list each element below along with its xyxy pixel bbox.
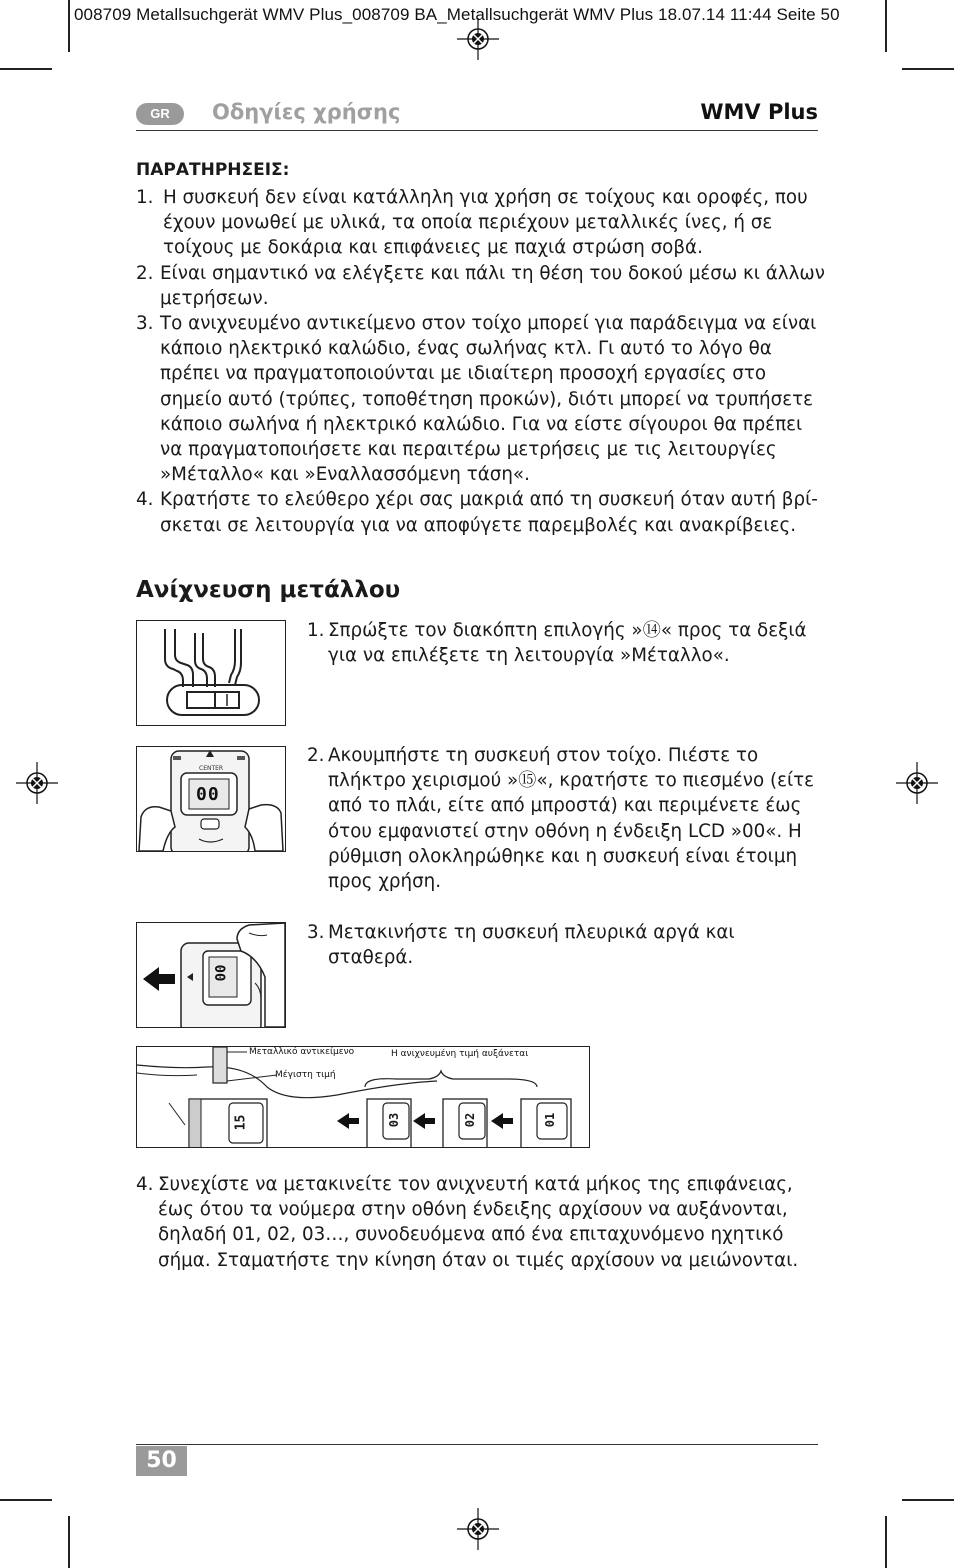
crop-mark — [0, 1499, 52, 1501]
notes-heading: ΠΑΡΑΤΗΡΗΣΕΙΣ: — [136, 160, 290, 180]
device-moving-illustration — [137, 923, 285, 1027]
list-item — [136, 311, 826, 487]
list-text: Το ανιχνευμένο αντικείμενο στον τοίχο μπορεί για παράδειγμα να είναι κάποιο ηλεκτρικό καλώδιο, ένας σωλήνας κτλ. Γι αυτό το λόγο θα πρέπει να πραγματοποιούνται με ιδιαίτερη προσοχή εργασίες στο σημείο αυτό (τρύπες, τοποθέτηση προκών), διότι μπορεί να τρυπήσετε κάποιο σωλήνα ή ηλεκτρικό καλώδιο. Για να είστε σίγουροι θα πρέπει να πραγματοποιήσετε και περαιτέρω μετρήσεις με τις λειτουργίες »Μέταλλο« και »Εναλλασσόμενη τάση«. — [160, 313, 817, 486]
step-text: Μετακινήστε τη συσκευή πλευρικά αργά και σταθερά. — [328, 922, 735, 969]
lcd-readout: 15 — [233, 1114, 249, 1131]
label-increasing: Η ανιχνευμένη τιμή αυξάνεται — [391, 1049, 529, 1059]
model-name: WMV Plus — [700, 100, 818, 124]
lcd-readout: 01 — [543, 1112, 558, 1128]
registration-mark-icon — [16, 762, 58, 804]
list-item — [136, 185, 826, 261]
lcd-readout: 03 — [387, 1112, 402, 1128]
step-item — [136, 1172, 816, 1273]
page-header — [136, 100, 818, 131]
step-text: Ακουμπήστε τη συσκευή στον τοίχο. Πιέστε το πλήκτρο χειρισμού »⑮«, κρατήστε το πιεσμένο (είτε από το πλάι, είτε από μπροστά) και περιμένετε έως ότου εμφανιστεί στην οθόνη η ένδειξη LCD »00«. Η ρύθμιση ολοκληρώθηκε και η συσκευή είναι έτοιμη προς χρήση. — [328, 745, 815, 893]
crop-mark — [68, 1516, 70, 1568]
lcd-readout: 00 — [196, 784, 220, 805]
registration-mark-icon — [896, 762, 938, 804]
crop-mark — [902, 1499, 954, 1501]
step-number: 1. — [307, 620, 325, 641]
figure-device-moving — [136, 922, 286, 1028]
center-label: CENTER — [199, 765, 224, 772]
figure-mode-switch — [136, 620, 286, 726]
print-header: 008709 Metallsuchgerät WMV Plus_008709 BA_Metallsuchgerät WMV Plus 18.07.14 11:44 Seite 50 — [74, 5, 840, 24]
figure-value-increase — [136, 1046, 590, 1148]
crop-mark — [0, 68, 52, 70]
language-badge: GR — [136, 103, 184, 125]
list-text: Κρατήστε το ελεύθερο χέρι σας μακριά από τη συσκευή όταν αυτή βρί-σκεται σε λειτουργία για να αποφύγετε παρεμβολές και ανακρίβειες. — [160, 489, 818, 536]
step-text: Συνεχίστε να μετακινείτε τον ανιχνευτή κατά μήκος της επιφάνειας, έως ότου τα νούμερα στην οθόνη ένδειξης αρχίσουν να αυξάνονται, δηλαδή 01, 02, 03…, συνοδευόμενα από ένα επιταχυνόμενο ηχητικό σήμα. Σταματήστε την κίνηση όταν οι τιμές αρχίσουν να μειώνονται. — [158, 1174, 799, 1271]
mode-switch-illustration — [137, 621, 285, 725]
step-item — [307, 743, 817, 894]
crop-mark — [68, 0, 70, 52]
registration-mark-icon — [457, 18, 499, 60]
crop-mark — [902, 68, 954, 70]
list-text: Είναι σημαντικό να ελέγξετε και πάλι τη θέση του δοκού μέσω κι άλλων μετρήσεων. — [160, 262, 825, 309]
step-number: 4. — [136, 1174, 154, 1195]
step-item — [307, 920, 817, 970]
list-number: 1. — [136, 187, 154, 208]
crop-mark — [885, 0, 887, 52]
page-number: 50 — [136, 1446, 187, 1476]
label-metal-object: Μεταλλικό αντικείμενο — [249, 1047, 355, 1057]
list-item — [136, 261, 826, 311]
step-number: 3. — [307, 922, 325, 943]
list-number: 2. — [136, 262, 154, 284]
step-text: Σπρώξτε τον διακόπτη επιλογής »⑭« προς τα δεξιά για να επιλέξετε τη λειτουργία »Μέταλλο«. — [328, 620, 807, 667]
crop-mark — [885, 1516, 887, 1568]
list-number: 4. — [136, 489, 154, 511]
list-item — [136, 487, 826, 537]
step-item — [307, 618, 817, 668]
notes-list — [136, 185, 826, 538]
label-max-value: Μέγιστη τιμή — [275, 1070, 336, 1080]
registration-mark-icon — [457, 1508, 499, 1550]
list-text: Η συσκευή δεν είναι κατάλληλη για χρήση σε τοίχους και οροφές, που έχουν μονωθεί με υλικά, τα οποία περιέχουν μεταλλικές ίνες, ή σε τοίχους με δοκάρια και επιφάνειες με παχιά στρώση σοβά. — [163, 187, 808, 259]
footer-rule — [136, 1444, 818, 1445]
figure-device-calibration — [136, 746, 286, 852]
list-number: 3. — [136, 313, 154, 335]
section-title: Ανίχνευση μετάλλου — [136, 577, 401, 603]
manual-title: Οδηγίες χρήσης — [212, 100, 401, 124]
lcd-readout: 02 — [463, 1112, 478, 1128]
lcd-readout: 00 — [213, 964, 230, 982]
sweep-illustration — [137, 1047, 589, 1147]
step-number: 2. — [307, 745, 325, 766]
